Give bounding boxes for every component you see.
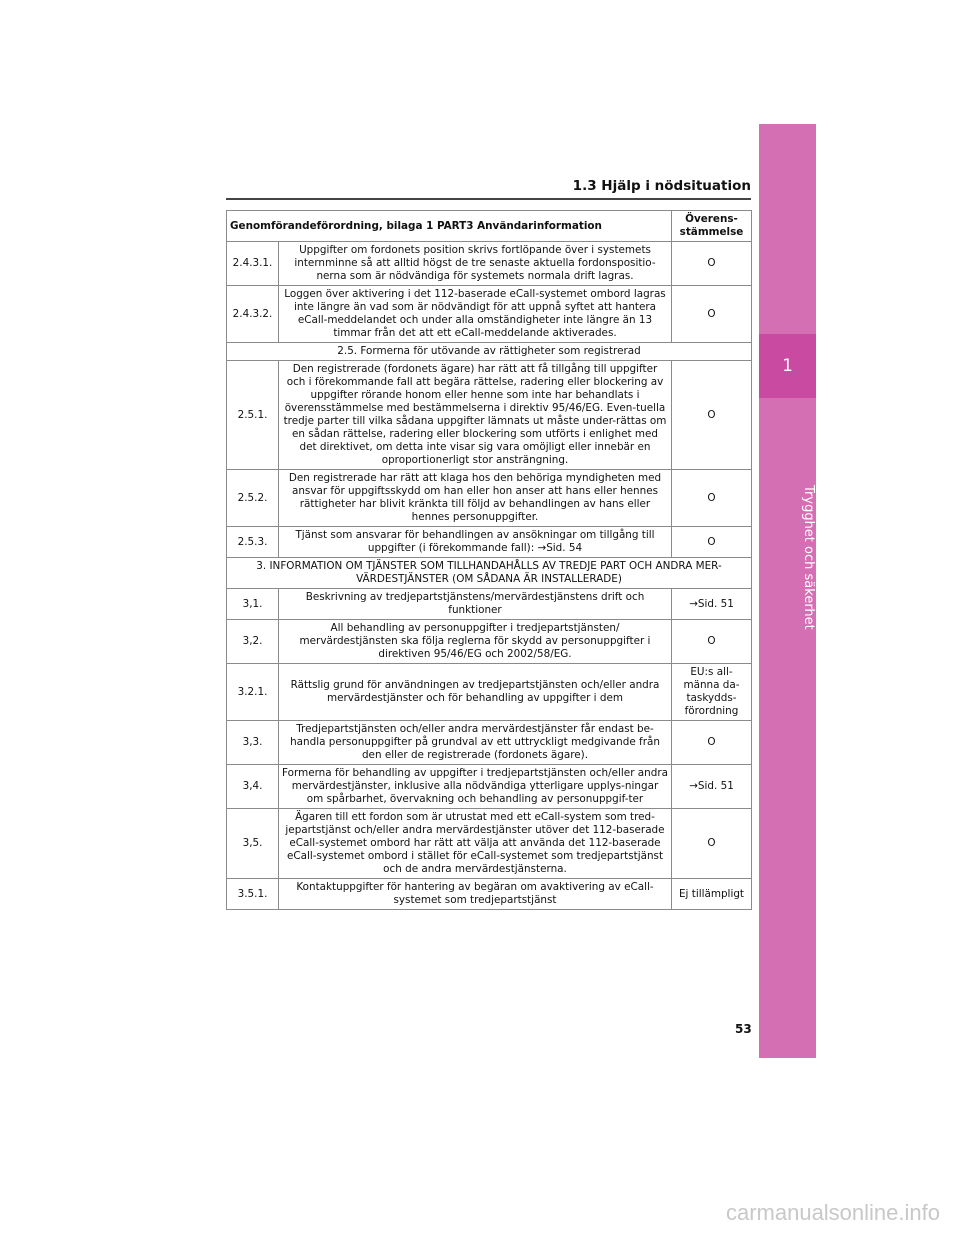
row-number: 2.4.3.1. (227, 242, 279, 286)
table-row (227, 879, 752, 910)
table-row (227, 527, 752, 558)
row-conformity: O (672, 620, 752, 664)
page-number: 53 (735, 1022, 752, 1036)
regulation-table (226, 210, 752, 910)
table-row (227, 809, 752, 879)
row-conformity: O (672, 721, 752, 765)
row-description: All behandling av personuppgifter i tredjepartstjänsten/ mervärdestjänsten ska följa reglerna för skydd av personuppgifter i direktiven 95/46/EG och 2002/58/EG. (279, 620, 672, 664)
table-row (227, 242, 752, 286)
row-conformity: O (672, 242, 752, 286)
table-body (227, 242, 752, 910)
table-header-row (227, 211, 752, 242)
row-conformity: →Sid. 51 (672, 589, 752, 620)
table-row (227, 286, 752, 343)
chapter-title: Trygghet och säkerhet (801, 484, 816, 630)
row-number: 2.5.1. (227, 361, 279, 470)
table-row (227, 470, 752, 527)
row-description: Uppgifter om fordonets position skrivs fortlöpande över i systemets internminne så att alltid högst de tre senaste aktuella fordonspositio-nerna som är nödvändiga för systemets normala drift lagras. (279, 242, 672, 286)
row-description: Ägaren till ett fordon som är utrustat med ett eCall-system som tred-jepartstjänst och/eller andra mervärdestjänster utöver det 112-baserade eCall-systemet ombord har rätt att välja att använda det 112-baserade eCall-systemet ombord i stället för eCall-systemet som tredjepartstjänst och de andra mervärdestjänsterna. (279, 809, 672, 879)
table-section-row (227, 558, 752, 589)
row-conformity: EU:s all-männa da-taskydds-förordning (672, 664, 752, 721)
section-heading: 3. INFORMATION OM TJÄNSTER SOM TILLHANDAHÅLLS AV TREDJE PART OCH ANDRA MER-VÄRDESTJÄNSTER (OM SÅDANA ÄR INSTALLERADE) (227, 558, 752, 589)
row-number: 3,1. (227, 589, 279, 620)
row-conformity: O (672, 470, 752, 527)
row-description: Den registrerade har rätt att klaga hos den behöriga myndigheten med ansvar för uppgiftsskydd om han eller hon anser att hans eller hennes rättigheter har blivit kränkta till följd av behandlingen av hans eller hennes personuppgifter. (279, 470, 672, 527)
column-header-conformity: Överens-stämmelse (672, 211, 752, 242)
section-heading: 2.5. Formerna för utövande av rättigheter som registrerad (227, 343, 752, 361)
watermark: carmanualsonline.info (725, 1200, 940, 1225)
row-number: 2.5.2. (227, 470, 279, 527)
row-conformity: O (672, 527, 752, 558)
row-number: 3.2.1. (227, 664, 279, 721)
table-section-row (227, 343, 752, 361)
row-conformity: O (672, 286, 752, 343)
row-number: 3.5.1. (227, 879, 279, 910)
row-number: 2.5.3. (227, 527, 279, 558)
column-header-title: Genomförandeförordning, bilaga 1 PART3 Användarinformation (227, 211, 672, 242)
row-number: 2.4.3.2. (227, 286, 279, 343)
section-header: 1.3 Hjälp i nödsituation (572, 178, 751, 194)
row-conformity: Ej tillämpligt (672, 879, 752, 910)
row-description: Den registrerade (fordonets ägare) har rätt att få tillgång till uppgifter och i förekommande fall att begära rättelse, radering eller blockering av uppgifter rörande honom eller henne som inte har behandlats i överensstämmelse med bestämmelserna i direktiv 95/46/EG. Even-tuella tredje parter till vilka sådana uppgifter lämnats ut måste under-rättas om en sådan rättelse, radering eller blockering som utförts i enlighet med det direktivet, om detta inte visar sig vara omöjligt eller innebär en oproportionerligt stor ansträngning. (279, 361, 672, 470)
table-row (227, 721, 752, 765)
row-number: 3,4. (227, 765, 279, 809)
row-number: 3,3. (227, 721, 279, 765)
chapter-number: 1 (759, 334, 816, 398)
chapter-side-tab (759, 124, 816, 1058)
row-number: 3,2. (227, 620, 279, 664)
row-description: Formerna för behandling av uppgifter i tredjepartstjänsten och/eller andra mervärdestjänster, inklusive alla nödvändiga ytterligare upplys-ningar om spårbarhet, övervakning och behandling av personuppgif-ter (279, 765, 672, 809)
row-conformity: O (672, 361, 752, 470)
row-description: Tjänst som ansvarar för behandlingen av ansökningar om tillgång till uppgifter (i förekommande fall): →Sid. 54 (279, 527, 672, 558)
row-description: Beskrivning av tredjepartstjänstens/mervärdestjänstens drift och funktioner (279, 589, 672, 620)
row-description: Rättslig grund för användningen av tredjepartstjänsten och/eller andra mervärdestjänster och för behandling av uppgifter i dem (279, 664, 672, 721)
row-number: 3,5. (227, 809, 279, 879)
table-row (227, 765, 752, 809)
table-row (227, 589, 752, 620)
row-conformity: →Sid. 51 (672, 765, 752, 809)
header-divider (226, 198, 751, 200)
table-row (227, 620, 752, 664)
row-description: Loggen över aktivering i det 112-baserade eCall-systemet ombord lagras inte längre än vad som är nödvändigt för att uppnå syftet att hantera eCall-meddelandet och under alla omständigheter inte längre än 13 timmar från det att ett eCall-meddelande aktiverades. (279, 286, 672, 343)
row-description: Tredjepartstjänsten och/eller andra mervärdestjänster får endast be-handla personuppgifter på grundval av ett uttryckligt medgivande från den eller de registrerade (fordonets ägare). (279, 721, 672, 765)
table-row (227, 361, 752, 470)
row-conformity: O (672, 809, 752, 879)
row-description: Kontaktuppgifter för hantering av begäran om avaktivering av eCall-systemet som tredjepartstjänst (279, 879, 672, 910)
table-row (227, 664, 752, 721)
